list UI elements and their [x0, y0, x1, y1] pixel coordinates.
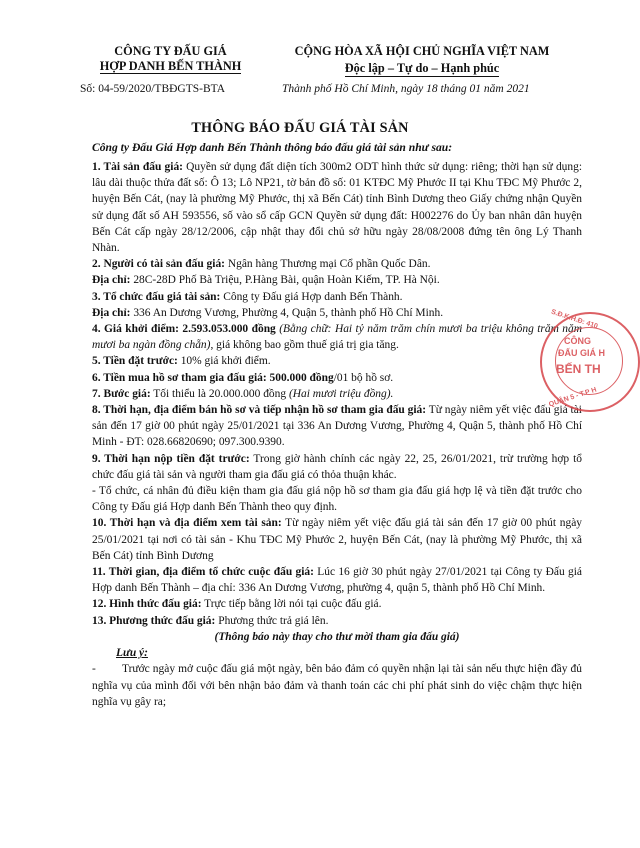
company-seal	[540, 308, 640, 412]
item-8-text: Từ ngày niêm yết việc đấu giá tài sản đến 17 giờ 00 phút ngày 25/01/2021 tại 336 An Dương Vương, Phường 4, Quận 5, thành phố Hồ Chí Minh - ĐT: 028.66820690; 097.300.9390.	[92, 404, 582, 449]
replace-note: (Thông báo này thay cho thư mời tham gia đấu giá)	[214, 630, 460, 643]
company-name-line2-text: HỢP DANH BẾN THÀNH	[99, 59, 242, 73]
item-9-label: 9. Thời hạn nộp tiền đặt trước:	[92, 452, 250, 465]
item-11-label: 11. Thời gian, địa điểm tổ chức cuộc đấu giá:	[92, 566, 314, 579]
document-intro: Công ty Đấu Giá Hợp danh Bến Thành thông báo đấu giá tài sản như sau:	[92, 141, 453, 154]
item-5-label: 5. Tiền đặt trước:	[92, 355, 178, 368]
item-1	[92, 159, 582, 256]
item-8	[92, 402, 582, 451]
item-12	[92, 596, 582, 612]
item-9-text: Trong giờ hành chính các ngày 22, 25, 26/01/2021, trừ trường hợp tổ chức đấu giá tài sản và người tham gia đấu giá có thỏa thuận khác.	[92, 452, 582, 481]
item-11-text: Lúc 16 giờ 30 phút ngày 27/01/2021 tại Công ty Đấu giá Hợp danh Bến Thành – địa chỉ: 336 An Dương Vương, phường 4, quận 5, thành phố Hồ Chí Minh.	[92, 566, 582, 595]
note-heading: Lưu ý:	[116, 647, 148, 660]
note-dash: -	[92, 663, 96, 676]
item-10-label: 10. Thời hạn và địa điểm xem tài sản:	[92, 517, 282, 530]
item-4-label: 4. Giá khởi điểm: 2.593.053.000 đồng	[92, 323, 276, 336]
item-7-text: Tối thiểu là 20.000.000 đồng	[150, 387, 289, 400]
item-9	[92, 451, 582, 483]
item-3-label: 3. Tổ chức đấu giá tài sản:	[92, 290, 221, 303]
item-8-label: 8. Thời hạn, địa điểm bán hồ sơ và tiếp nhận hồ sơ tham gia đấu giá:	[92, 404, 427, 417]
item-2-address	[92, 272, 582, 288]
nation-header	[272, 44, 572, 77]
item-4-rest: , giá không bao gồm thuế giá trị gia tăng.	[210, 339, 399, 352]
item-4-words: (Bằng chữ: Hai tỷ năm trăm chín mươi ba triệu không trăm năm mươi ba ngàn đồng chẵn)	[92, 323, 583, 352]
seal-line1: CÔNG	[564, 336, 591, 346]
item-2	[92, 256, 582, 272]
item-1-label: 1. Tài sản đấu giá:	[92, 161, 183, 173]
item-4	[92, 321, 582, 353]
nation-motto: Độc lập – Tự do – Hạnh phúc	[344, 61, 500, 75]
seal-bottom-arc: QUẬN 5 - T.P H	[548, 386, 598, 409]
document-body	[92, 159, 582, 710]
item-10-text: Từ ngày niêm yết việc đấu giá tài sản đến 17 giờ 00 phút ngày 25/01/2021 tại nơi có tài sản - Khu TĐC Mỹ Phước 2, huyện Bến Cát, (nay là phường Mỹ Phước, thị xã Bến Cát) tỉnh Bình Dương	[92, 517, 582, 562]
item-3-address-text: 336 An Dương Vương, Phường 4, Quận 5, thành phố Hồ Chí Minh.	[130, 306, 444, 319]
document-number: Số: 04-59/2020/TBĐGTS-BTA	[80, 83, 226, 95]
item-9-extra: - Tổ chức, cá nhân đủ điều kiện tham gia đấu giá nộp hồ sơ tham gia đấu giá hợp lệ và tiền đặt trước cho Công ty Đấu giá Hợp danh Bến Thành theo quy định.	[92, 485, 582, 514]
document-date: Thành phố Hồ Chí Minh, ngày 18 tháng 01 năm 2021	[282, 83, 530, 95]
item-2-label: 2. Người có tài sản đấu giá:	[92, 258, 225, 271]
item-13-label: 13. Phương thức đấu giá:	[92, 614, 216, 627]
item-1-text: Quyền sử dụng đất diện tích 300m2 ODT hình thức sử dụng: riêng; thời hạn sử dụng: lâu dài thuộc thửa đất số: Ô 13; Lô NP21, tờ bản đồ số: 01 KTĐC Mỹ Phước II tại Khu TĐC Mỹ Phước 2, huyện Bến Cát, (nay là phường Mỹ Phước, thị xã Bến Cát) tỉnh Bình Dương theo Giấy chứng nhận Quyền sử dụng đất số AH 593556, số vào sổ cấp GCN Quyền sử dụng đất: H002276 do Ủy ban nhân dân huyện Bến Cát cấp ngày 28/12/2006, cập nhật thay đổi chủ sở hữu ngày 28/08/2008 đứng tên ông Lý Thanh Nhàn.	[92, 161, 582, 255]
item-12-text: Trực tiếp bằng lời nói tại cuộc đấu giá.	[201, 598, 382, 611]
item-6-text: /01 bộ hồ sơ.	[333, 371, 394, 384]
seal-line3: BẾN TH	[556, 362, 601, 376]
note-item	[92, 661, 582, 710]
item-3-address-label: Địa chỉ:	[92, 306, 131, 319]
item-6	[92, 370, 582, 386]
item-3	[92, 289, 582, 305]
seal-top-arc: S.Đ.K.H.Đ: 410	[550, 308, 599, 331]
item-5-text: 10% giá khởi điểm.	[177, 355, 271, 368]
item-12-label: 12. Hình thức đấu giá:	[92, 598, 202, 611]
item-11	[92, 564, 582, 596]
item-7-words: (Hai mươi triệu đồng).	[288, 387, 394, 400]
item-3-text: Công ty Đấu giá Hợp danh Bến Thành.	[220, 290, 403, 303]
nation-name: CỘNG HÒA XÃ HỘI CHỦ NGHĨA VIỆT NAM	[294, 44, 550, 58]
item-10	[92, 515, 582, 564]
item-3-address	[92, 305, 582, 321]
item-7-label: 7. Bước giá:	[92, 387, 151, 400]
seal-line2: ĐẤU GIÁ H	[558, 348, 605, 358]
item-2-address-text: 28C-28D Phố Bà Triệu, P.Hàng Bài, quận Hoàn Kiếm, TP. Hà Nội.	[130, 274, 440, 287]
item-7	[92, 386, 582, 402]
note-text: Trước ngày mở cuộc đấu giá một ngày, bên bảo đảm có quyền nhận lại tài sản nếu thực hiện đầy đủ nghĩa vụ của mình đối với bên nhận bảo đảm và thanh toán các chi phí phát sinh do việc chậm thực hiện nghĩa vụ gây ra;	[92, 663, 582, 708]
company-header	[68, 44, 273, 74]
item-13-text: Phương thức trả giá lên.	[215, 614, 329, 627]
item-13	[92, 613, 582, 629]
company-name-line2	[68, 59, 273, 74]
item-2-address-label: Địa chỉ:	[92, 274, 131, 287]
note-heading-row	[92, 645, 582, 661]
document-title: THÔNG BÁO ĐẤU GIÁ TÀI SẢN	[191, 120, 409, 136]
company-name-line1: CÔNG TY ĐẤU GIÁ	[114, 44, 227, 58]
item-2-text: Ngân hàng Thương mại Cổ phần Quốc Dân.	[224, 258, 431, 271]
item-6-label: 6. Tiền mua hồ sơ tham gia đấu giá: 500.000 đồng	[92, 371, 334, 384]
item-5	[92, 353, 582, 369]
